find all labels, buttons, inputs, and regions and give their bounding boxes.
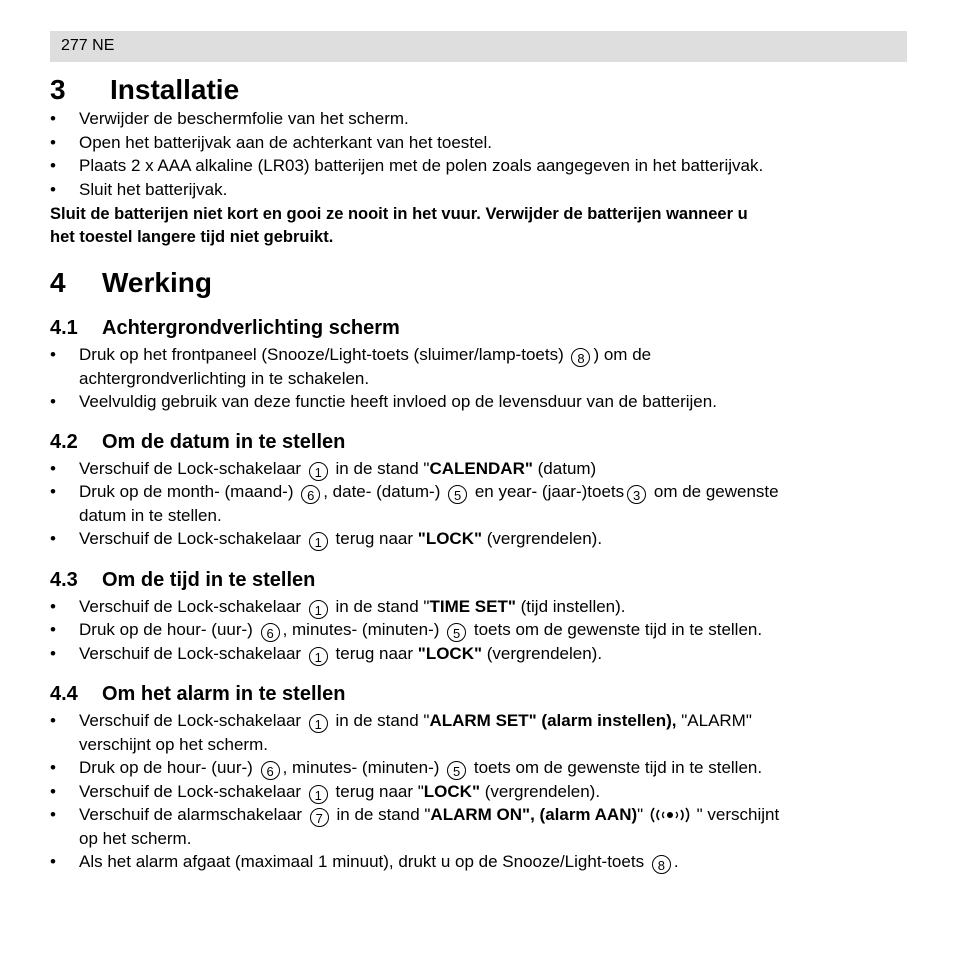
section-4-title: Werking (102, 267, 212, 298)
list-item: • Veelvuldig gebruik van deze functie heeft invloed op de levensduur van de batterijen. (50, 392, 717, 411)
reference-number-circle: 6 (261, 623, 280, 642)
list-item: • Verschuif de Lock-schakelaar 1 terug naar "LOCK" (vergrendelen). (50, 529, 603, 550)
page-code: 277 NE (61, 37, 115, 54)
reference-number-circle: 1 (309, 462, 328, 481)
list-item: • Als het alarm afgaat (maximaal 1 minuut), drukt u op de Snooze/Light-toets 8 . (50, 852, 679, 873)
list-item: • Druk op het frontpaneel (Snooze/Light-toets (sluimer/lamp-toets) 8 ) om de achtergrondverlichting in te schakelen. (50, 345, 652, 388)
list-item: • Verschuif de Lock-schakelaar 1 in de stand "ALARM SET" (alarm instellen), "ALARM" verschijnt op het scherm. (50, 711, 752, 754)
reference-number-circle: 1 (309, 600, 328, 619)
list-item: • Druk op de hour- (uur-) 6 , minutes- (minuten-) 5 toets om de gewenste tijd in te stellen. (50, 620, 763, 641)
reference-number-circle: 7 (310, 808, 329, 827)
list-item: • Plaats 2 x AAA alkaline (LR03) batterijen met de polen zoals aangegeven in het batterijvak. (50, 156, 764, 175)
reference-number-circle: 8 (652, 855, 671, 874)
list-item: • Verschuif de Lock-schakelaar 1 in de stand "CALENDAR" (datum) (50, 459, 597, 480)
subsection-4-1-heading: 4.1 Achtergrondverlichting scherm (50, 317, 400, 339)
list-item: • Verschuif de Lock-schakelaar 1 in de stand "TIME SET" (tijd instellen). (50, 597, 626, 618)
list-item: • Druk op de hour- (uur-) 6 , minutes- (minuten-) 5 toets om de gewenste tijd in te stellen. (50, 758, 763, 779)
section-3-number: 3 (50, 74, 66, 105)
battery-warning: Sluit de batterijen niet kort en gooi ze nooit in het vuur. Verwijder de batterijen wanneer u het toestel langere tijd niet gebruikt. (50, 205, 748, 246)
section-4-number: 4 (50, 267, 66, 298)
subsection-4-2-heading: 4.2 Om de datum in te stellen (50, 431, 346, 453)
list-item: • Verschuif de alarmschakelaar 7 in de stand "ALARM ON", (alarm AAN)" " verschijnt op het scherm. (50, 805, 780, 848)
reference-number-circle: 5 (448, 485, 467, 504)
reference-number-circle: 1 (309, 647, 328, 666)
reference-number-circle: 1 (309, 714, 328, 733)
list-item: • Open het batterijvak aan de achterkant van het toestel. (50, 133, 492, 152)
list-item: • Verschuif de Lock-schakelaar 1 terug naar "LOCK" (vergrendelen). (50, 644, 603, 665)
reference-number-circle: 1 (309, 785, 328, 804)
reference-number-circle: 8 (571, 348, 590, 367)
reference-number-circle: 3 (627, 485, 646, 504)
subsection-4-4-heading: 4.4 Om het alarm in te stellen (50, 683, 346, 705)
subsection-4-3-heading: 4.3 Om de tijd in te stellen (50, 569, 316, 591)
list-item: • Druk op de month- (maand-) 6 , date- (datum-) 5 en year- (jaar-)toets 3 om de gewenste datum in te stellen. (50, 482, 779, 525)
section-3-title: Installatie (110, 74, 240, 105)
section-4-heading (50, 267, 212, 299)
reference-number-circle: 6 (301, 485, 320, 504)
alarm-bell-symbol-icon (648, 806, 692, 824)
page-header-bar (50, 31, 907, 62)
list-item: • Verschuif de Lock-schakelaar 1 terug naar "LOCK" (vergrendelen). (50, 782, 601, 803)
section-3-heading (50, 74, 239, 106)
list-item: • Sluit het batterijvak. (50, 180, 228, 199)
reference-number-circle: 1 (309, 532, 328, 551)
reference-number-circle: 6 (261, 761, 280, 780)
reference-number-circle: 5 (447, 761, 466, 780)
list-item: • Verwijder de beschermfolie van het scherm. (50, 109, 409, 128)
reference-number-circle: 5 (447, 623, 466, 642)
